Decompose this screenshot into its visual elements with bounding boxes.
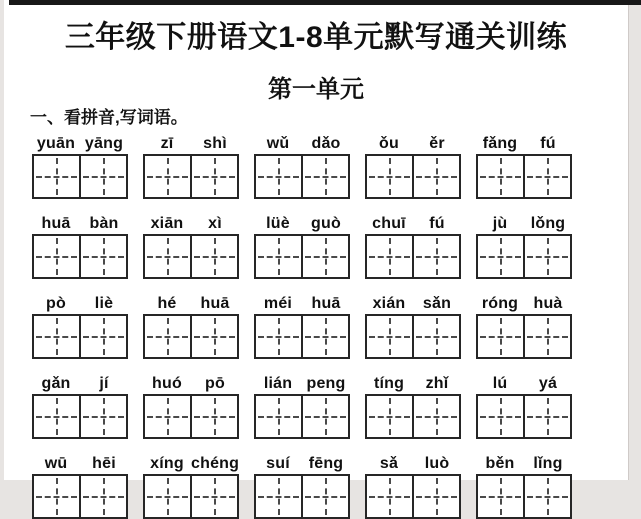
writing-cell <box>414 476 459 517</box>
writing-box <box>143 234 239 279</box>
pinyin-syllable: fǎng <box>482 135 518 152</box>
word-group <box>32 374 128 439</box>
writing-box <box>476 314 572 359</box>
writing-cell <box>256 476 303 517</box>
pinyin-syllable: jù <box>492 215 508 232</box>
pinyin-pair <box>254 134 350 154</box>
writing-cell <box>192 316 237 357</box>
writing-cell <box>303 396 348 437</box>
writing-cell <box>367 316 414 357</box>
word-group <box>476 374 572 439</box>
writing-cell <box>367 156 414 197</box>
word-group <box>143 214 239 279</box>
word-group <box>365 134 461 199</box>
writing-box <box>32 154 128 199</box>
pinyin-syllable: jí <box>99 375 109 392</box>
pinyin-pair <box>32 454 128 474</box>
writing-cell <box>478 316 525 357</box>
word-group <box>476 134 572 199</box>
writing-box <box>365 394 461 439</box>
pinyin-pair <box>365 294 461 314</box>
pinyin-syllable: huā <box>41 215 71 232</box>
pinyin-grid <box>32 134 572 519</box>
pinyin-syllable: liè <box>94 295 114 312</box>
writing-box <box>254 154 350 199</box>
pinyin-syllable: huā <box>311 295 341 312</box>
pinyin-syllable: zhǐ <box>425 375 449 392</box>
pinyin-syllable: lǒng <box>530 215 566 232</box>
writing-cell <box>367 396 414 437</box>
unit-heading: 第一单元 <box>268 76 364 103</box>
pinyin-syllable: lián <box>263 375 293 392</box>
pinyin-pair <box>365 374 461 394</box>
writing-box <box>32 394 128 439</box>
section-heading: 一、看拼音,写词语。 <box>30 108 188 127</box>
writing-cell <box>256 236 303 277</box>
writing-cell <box>525 156 570 197</box>
pinyin-syllable: hé <box>157 295 177 312</box>
pinyin-pair <box>32 214 128 234</box>
writing-box <box>143 154 239 199</box>
word-group <box>143 454 239 519</box>
pinyin-syllable: lǐng <box>533 455 563 472</box>
pinyin-syllable: fēng <box>308 455 344 472</box>
pinyin-pair <box>254 374 350 394</box>
pinyin-syllable: hēi <box>92 455 116 472</box>
writing-cell <box>81 396 126 437</box>
pinyin-syllable: pō <box>205 375 225 392</box>
word-group <box>254 454 350 519</box>
word-group <box>254 374 350 439</box>
writing-cell <box>525 476 570 517</box>
pinyin-syllable: wū <box>44 455 68 472</box>
pinyin-syllable: chéng <box>191 455 240 472</box>
pinyin-syllable: suí <box>266 455 290 472</box>
writing-cell <box>303 236 348 277</box>
writing-cell <box>478 396 525 437</box>
writing-box <box>365 154 461 199</box>
writing-cell <box>525 316 570 357</box>
writing-box <box>365 234 461 279</box>
word-group <box>254 134 350 199</box>
word-group <box>476 214 572 279</box>
writing-cell <box>192 156 237 197</box>
word-group <box>32 134 128 199</box>
pinyin-syllable: pò <box>46 295 66 312</box>
writing-box <box>254 234 350 279</box>
word-group <box>143 294 239 359</box>
word-group <box>143 134 239 199</box>
writing-box <box>32 474 128 519</box>
pinyin-syllable: shì <box>203 135 227 152</box>
pinyin-syllable: gǎn <box>41 375 71 392</box>
writing-cell <box>414 156 459 197</box>
pinyin-pair <box>365 214 461 234</box>
writing-cell <box>34 396 81 437</box>
writing-cell <box>34 236 81 277</box>
pinyin-syllable: xiān <box>150 215 184 232</box>
pinyin-pair <box>476 214 572 234</box>
pinyin-syllable: huà <box>533 295 563 312</box>
pinyin-syllable: guò <box>311 215 341 232</box>
pinyin-pair <box>254 214 350 234</box>
writing-cell <box>525 396 570 437</box>
pinyin-pair <box>32 134 128 154</box>
pinyin-pair <box>476 454 572 474</box>
writing-cell <box>145 236 192 277</box>
word-group <box>143 374 239 439</box>
pinyin-pair <box>143 134 239 154</box>
pinyin-word-row <box>32 294 572 359</box>
word-group <box>476 294 572 359</box>
pinyin-pair <box>143 214 239 234</box>
word-group <box>365 214 461 279</box>
writing-box <box>365 474 461 519</box>
writing-box <box>143 474 239 519</box>
pinyin-syllable: bàn <box>89 215 119 232</box>
pinyin-pair <box>143 294 239 314</box>
pinyin-syllable: méi <box>263 295 293 312</box>
pinyin-syllable: chuī <box>372 215 406 232</box>
pinyin-syllable: sǎ <box>379 455 399 472</box>
writing-cell <box>525 236 570 277</box>
worksheet-page <box>4 0 629 480</box>
writing-cell <box>34 316 81 357</box>
pinyin-word-row <box>32 214 572 279</box>
pinyin-pair <box>365 454 461 474</box>
word-group <box>365 294 461 359</box>
pinyin-pair <box>143 374 239 394</box>
pinyin-syllable: róng <box>481 295 519 312</box>
pinyin-syllable: fú <box>540 135 556 152</box>
pinyin-syllable: tíng <box>373 375 405 392</box>
writing-box <box>365 314 461 359</box>
writing-cell <box>145 476 192 517</box>
pinyin-syllable: huā <box>200 295 230 312</box>
pinyin-syllable: ěr <box>429 135 445 152</box>
pinyin-syllable: lüè <box>266 215 290 232</box>
writing-box <box>254 394 350 439</box>
pinyin-syllable: yāng <box>84 135 124 152</box>
writing-cell <box>145 316 192 357</box>
writing-cell <box>81 236 126 277</box>
writing-box <box>476 474 572 519</box>
writing-cell <box>256 316 303 357</box>
pinyin-word-row <box>32 454 572 519</box>
writing-box <box>476 234 572 279</box>
pinyin-syllable: xì <box>208 215 222 232</box>
writing-box <box>32 234 128 279</box>
writing-cell <box>367 236 414 277</box>
pinyin-pair <box>143 454 239 474</box>
pinyin-pair <box>476 134 572 154</box>
word-group <box>32 454 128 519</box>
writing-cell <box>478 156 525 197</box>
writing-cell <box>192 236 237 277</box>
pinyin-pair <box>254 294 350 314</box>
pinyin-syllable: wǔ <box>266 135 290 152</box>
word-group <box>254 214 350 279</box>
writing-cell <box>256 396 303 437</box>
pinyin-pair <box>32 374 128 394</box>
writing-box <box>476 154 572 199</box>
pinyin-pair <box>32 294 128 314</box>
writing-cell <box>303 316 348 357</box>
writing-cell <box>478 476 525 517</box>
writing-cell <box>478 236 525 277</box>
pinyin-syllable: luò <box>424 455 450 472</box>
word-group <box>476 454 572 519</box>
pinyin-syllable: zī <box>160 135 174 152</box>
writing-cell <box>81 476 126 517</box>
pinyin-syllable: běn <box>485 455 515 472</box>
pinyin-pair <box>365 134 461 154</box>
writing-cell <box>145 156 192 197</box>
writing-box <box>143 394 239 439</box>
pinyin-syllable: sǎn <box>422 295 452 312</box>
pinyin-syllable: fú <box>429 215 445 232</box>
pinyin-syllable: yuān <box>36 135 76 152</box>
word-group <box>254 294 350 359</box>
writing-cell <box>414 236 459 277</box>
writing-cell <box>81 316 126 357</box>
worksheet-title: 三年级下册语文1-8单元默写通关训练 <box>64 21 568 54</box>
pinyin-syllable: huó <box>152 375 182 392</box>
writing-cell <box>303 156 348 197</box>
pinyin-syllable: ǒu <box>379 135 399 152</box>
pinyin-word-row <box>32 374 572 439</box>
pinyin-syllable: yá <box>538 375 558 392</box>
writing-cell <box>367 476 414 517</box>
writing-box <box>143 314 239 359</box>
pinyin-syllable: xián <box>372 295 406 312</box>
writing-box <box>254 314 350 359</box>
writing-box <box>254 474 350 519</box>
pinyin-word-row <box>32 134 572 199</box>
word-group <box>32 214 128 279</box>
pinyin-syllable: peng <box>306 375 346 392</box>
writing-cell <box>414 316 459 357</box>
pinyin-pair <box>476 374 572 394</box>
writing-cell <box>414 396 459 437</box>
writing-cell <box>34 476 81 517</box>
writing-box <box>32 314 128 359</box>
pinyin-syllable: xíng <box>150 455 184 472</box>
writing-cell <box>303 476 348 517</box>
top-black-bar <box>9 0 641 5</box>
writing-cell <box>192 476 237 517</box>
pinyin-syllable: lú <box>492 375 508 392</box>
writing-cell <box>145 396 192 437</box>
word-group <box>365 454 461 519</box>
word-group <box>32 294 128 359</box>
pinyin-pair <box>254 454 350 474</box>
writing-box <box>476 394 572 439</box>
word-group <box>365 374 461 439</box>
writing-cell <box>81 156 126 197</box>
pinyin-pair <box>476 294 572 314</box>
writing-cell <box>34 156 81 197</box>
pinyin-syllable: dǎo <box>311 135 341 152</box>
writing-cell <box>192 396 237 437</box>
writing-cell <box>256 156 303 197</box>
